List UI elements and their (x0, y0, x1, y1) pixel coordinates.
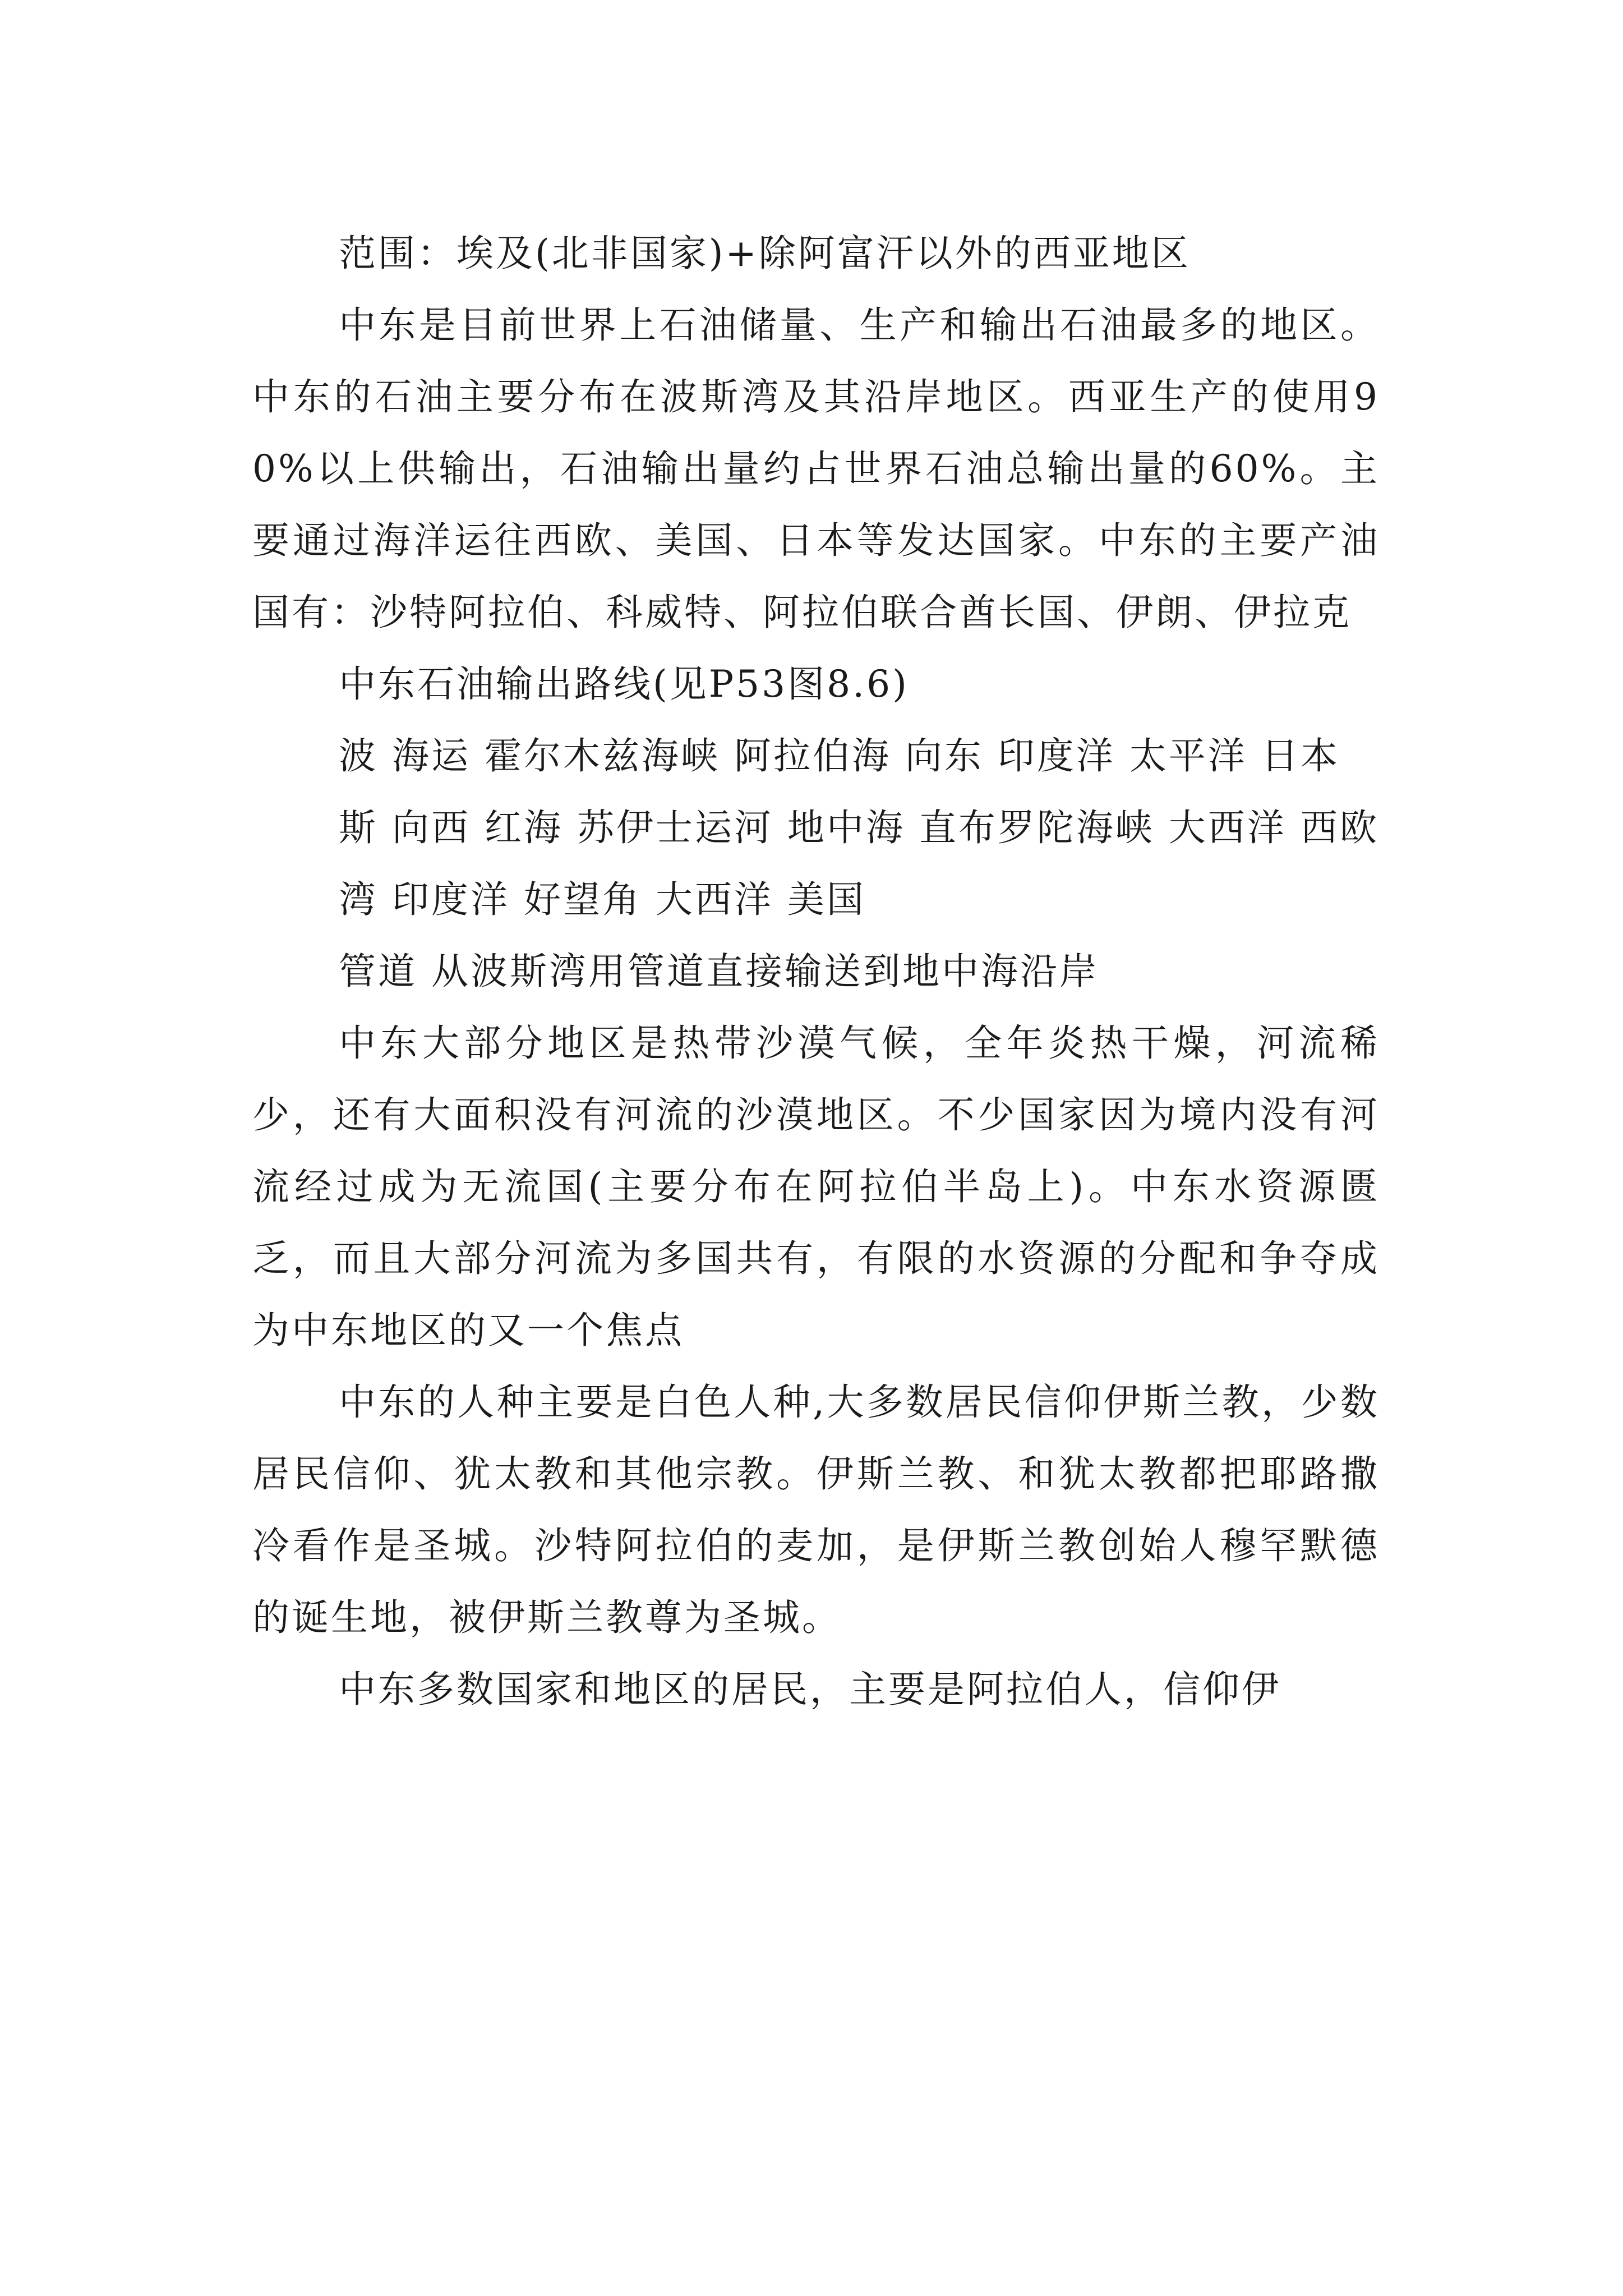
paragraph-climate-water: 中东大部分地区是热带沙漠气候，全年炎热干燥，河流稀少，还有大面积没有河流的沙漠地区。不少国家因为境内没有河流经过成为无流国(主要分布在阿拉伯半岛上)。中东水资源匮乏，而且大部分河流为多国共有，有限的水资源的分配和争夺成为中东地区的又一个焦点 (252, 1022, 1380, 1352)
paragraph-oil-overview: 中东是目前世界上石油储量、生产和输出石油最多的地区。中东的石油主要分布在波斯湾及其沿岸地区。西亚生产的使用90%以上供输出，石油输出量约占世界石油总输出量的60%。主要通过海洋运往西欧、美国、日本等发达国家。中东的主要产油国有：沙特阿拉伯、科威特、阿拉伯联合酋长国、伊朗、伊拉克 (252, 303, 1380, 634)
paragraph-export-routes-heading: 中东石油输出路线(见P53图8.6) (339, 662, 909, 706)
paragraph-route-pipeline: 管道 从波斯湾用管道直接输送到地中海沿岸 (339, 950, 1099, 993)
paragraph-residents: 中东多数国家和地区的居民，主要是阿拉伯人，信仰伊 (339, 1668, 1281, 1711)
paragraph-scope: 范围：埃及(北非国家)+除阿富汗以外的西亚地区 (339, 232, 1191, 275)
document-body (252, 218, 1380, 1726)
paragraph-route-east: 波 海运 霍尔木兹海峡 阿拉伯海 向东 印度洋 太平洋 日本 (339, 734, 1340, 777)
paragraph-route-west: 斯 向西 红海 苏伊士运河 地中海 直布罗陀海峡 大西洋 西欧 (339, 806, 1379, 849)
paragraph-religion: 中东的人种主要是白色人种,大多数居民信仰伊斯兰教，少数居民信仰、犹太教和其他宗教。伊斯兰教、和犹太教都把耶路撒冷看作是圣城。沙特阿拉伯的麦加，是伊斯兰教创始人穆罕默德的诞生地，被伊斯兰教尊为圣城。 (252, 1381, 1380, 1639)
paragraph-route-cape: 湾 印度洋 好望角 大西洋 美国 (339, 878, 866, 921)
